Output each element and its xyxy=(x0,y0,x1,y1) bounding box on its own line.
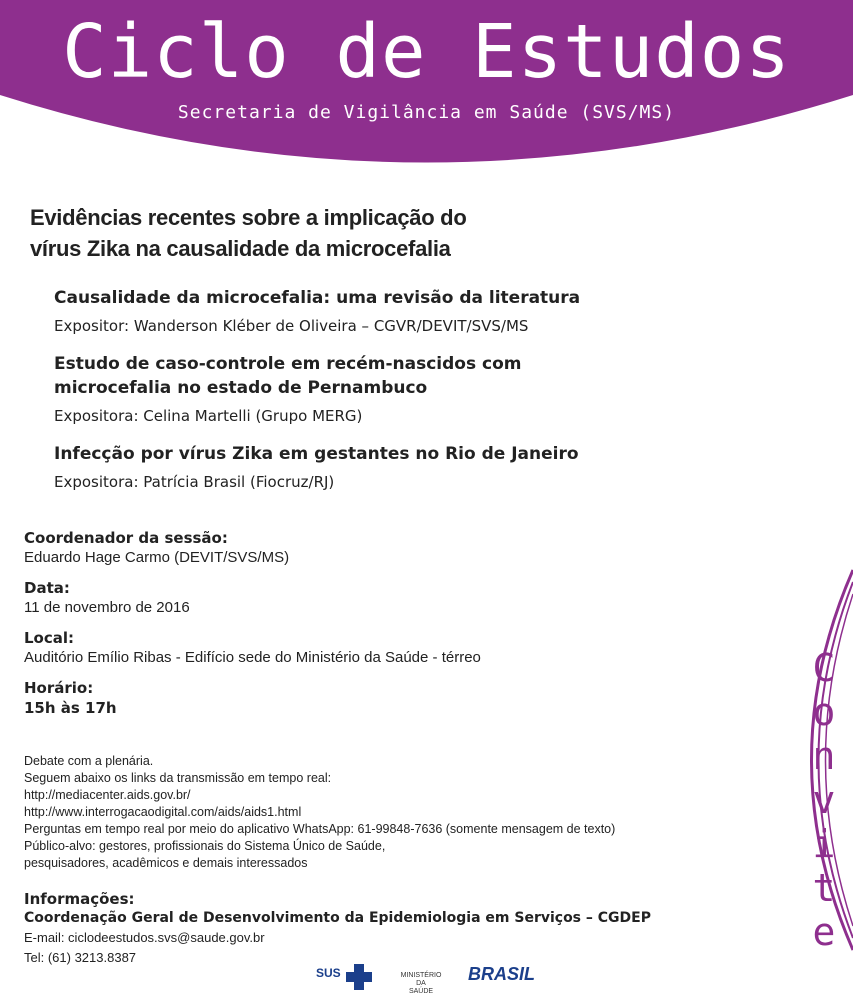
note-line: Seguem abaixo os links da transmissão em tempo real: xyxy=(24,771,332,785)
talk-title: Estudo de caso-controle em recém-nascidos com microcefalia no estado de Pernambuco xyxy=(54,354,522,398)
notes-block xyxy=(24,753,744,872)
time-label: Horário: xyxy=(24,679,94,697)
sus-cross-icon xyxy=(344,962,374,992)
page-title: Ciclo de Estudos xyxy=(62,9,791,95)
coordinator-label: Coordenador da sessão: xyxy=(24,529,228,547)
location-label: Local: xyxy=(24,629,75,647)
talk-speaker: Expositora: Patrícia Brasil (Fiocruz/RJ) xyxy=(54,473,335,491)
convite-letter: o xyxy=(812,690,836,734)
info-label: Informações: xyxy=(24,890,135,908)
convite-letter: n xyxy=(812,734,836,778)
date-value: 11 de novembro de 2016 xyxy=(24,599,190,616)
ministry-logo-line1: MINISTÉRIO DA xyxy=(400,972,442,987)
talk-speaker: Expositor: Wanderson Kléber de Oliveira – CGVR/DEVIT/SVS/MS xyxy=(54,317,529,335)
info-organization: Coordenação Geral de Desenvolvimento da Epidemiologia em Serviços – CGDEP xyxy=(24,910,651,926)
note-line: Perguntas em tempo real por meio do aplicativo WhatsApp: 61-99848-7636 (somente mensagem de texto) xyxy=(24,822,616,836)
talk-speaker: Expositora: Celina Martelli (Grupo MERG) xyxy=(54,407,363,425)
session-details xyxy=(24,528,744,728)
convite-letter: v xyxy=(812,778,836,822)
page-subtitle: Secretaria de Vigilância em Saúde (SVS/MS) xyxy=(177,102,676,123)
convite-letter: i xyxy=(812,822,836,866)
brasil-logo: BRASIL xyxy=(468,964,535,984)
talk-title: Causalidade da microcefalia: uma revisão da literatura xyxy=(54,288,581,308)
talk-item xyxy=(54,442,714,492)
ministry-logo-line2: SAÚDE xyxy=(408,988,434,995)
sus-logo-text: SUS xyxy=(316,966,341,980)
info-block xyxy=(24,890,814,968)
convite-letter: t xyxy=(812,866,836,910)
location-value: Auditório Emílio Ribas - Edifício sede do Ministério da Saúde - térreo xyxy=(24,649,481,666)
convite-letter: C xyxy=(812,646,836,690)
time-value: 15h às 17h xyxy=(24,699,117,717)
ministry-logo xyxy=(396,972,446,996)
main-heading xyxy=(30,202,590,264)
stream-link-1[interactable]: http://mediacenter.aids.gov.br/ xyxy=(24,788,191,802)
talk-title: Infecção por vírus Zika em gestantes no Rio de Janeiro xyxy=(54,444,579,464)
convite-letter: e xyxy=(812,910,836,954)
note-line: Debate com a plenária. xyxy=(24,754,154,768)
note-line: pesquisadores, acadêmicos e demais interessados xyxy=(24,856,308,870)
date-label: Data: xyxy=(24,579,70,597)
footer-logos xyxy=(316,962,566,1000)
talk-item xyxy=(54,352,714,426)
info-email[interactable]: E-mail: ciclodeestudos.svs@saude.gov.br xyxy=(24,930,265,945)
talk-item xyxy=(54,286,714,336)
header-banner xyxy=(0,0,853,180)
note-line: Público-alvo: gestores, profissionais do Sistema Único de Saúde, xyxy=(24,839,386,853)
talks-list xyxy=(54,286,714,508)
info-phone: Tel: (61) 3213.8387 xyxy=(24,950,137,965)
stream-link-2[interactable]: http://www.interrogacaodigital.com/aids/aids1.html xyxy=(24,805,302,819)
main-heading-line2: vírus Zika na causalidade da microcefalia xyxy=(30,236,451,261)
coordinator-value: Eduardo Hage Carmo (DEVIT/SVS/MS) xyxy=(24,549,290,566)
main-heading-line1: Evidências recentes sobre a implicação do xyxy=(30,205,467,230)
convite-vertical-text xyxy=(800,646,848,954)
